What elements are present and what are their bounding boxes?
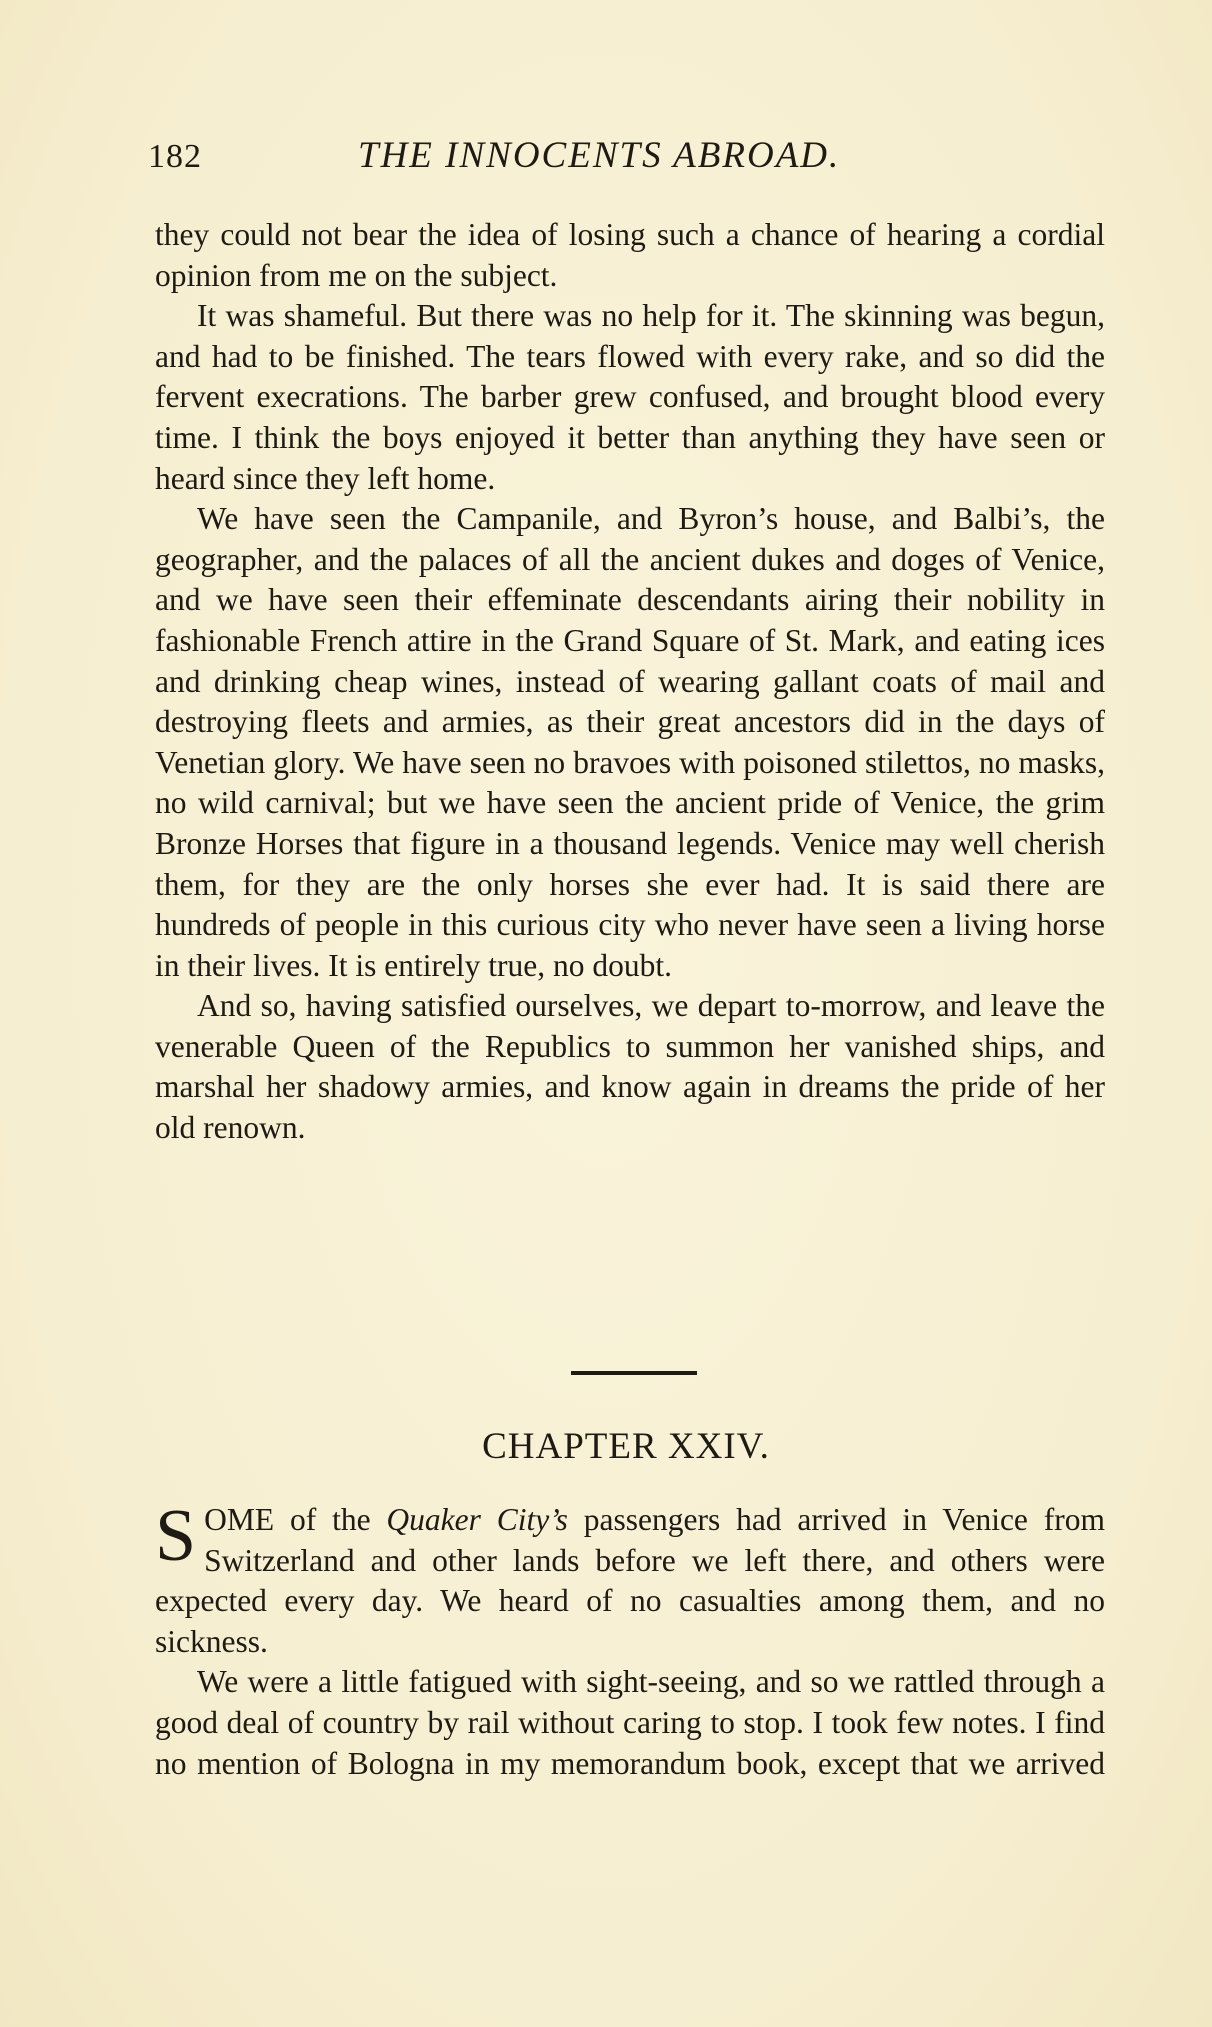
drop-cap: S [155,1495,197,1577]
paragraph: We have seen the Campanile, and Byron’s house, and Balbi’s, the geographer, and the palaces of all the ancient dukes and doges of Venice, and we have seen their effeminate descendants airing their nobility in fashionable French attire in the Grand Square of St. Mark, and eating ices and drinking cheap wines, instead of wearing gallant coats of mail and destroying fleets and armies, as their great ancestors did in the days of Venetian glory. We have seen no bravoes with poisoned stilettos, no masks, no wild carnival; but we have seen the ancient pride of Venice, the grim Bronze Horses that figure in a thousand legends. Venice may well cherish them, for they are the only horses she ever had. It is said there are hundreds of people in this curious city who never have seen a living horse in their lives. It is entirely true, no doubt. [155,501,1105,983]
paragraph-lead: OME of the [204,1502,387,1537]
page-header [148,128,1103,188]
paragraph: And so, having satisfied ourselves, we depart to-morrow, and leave the venerable Queen of the Republics to summon her vanished ships, and marshal her shadowy armies, and know again in dreams the pride of her old renown. [155,988,1105,1146]
section-divider [571,1371,697,1375]
paragraph: It was shameful. But there was no help for it. The skinning was begun, and had to be finished. The tears flowed with every rake, and so did the fervent execrations. The barber grew confused, and brought blood every time. I think the boys enjoyed it better than anything they have seen or heard since they left home. [155,298,1105,496]
paragraph: We were a little fatigued with sight-seeing, and so we rattled through a good deal of country by rail without caring to stop. I took few notes. I find no mention of Bologna in my memorandum book, except that we arrived [155,1664,1105,1781]
chapter-opening-paragraph [155,1495,1105,1662]
running-title: THE INNOCENTS ABROAD. [358,135,841,176]
ship-name: Quaker City’s [386,1502,568,1537]
paragraph-continued: they could not bear the idea of losing such a chance of hearing a cordial opinion from me on the subject. [155,217,1105,293]
page-number: 182 [148,138,202,175]
paragraph-rest: passengers had arrived in Venice from Switzerland and other lands before we left there, and others were expected every day. We heard of no casualties among them, and no sickness. [155,1502,1105,1659]
body-text [155,215,1105,1149]
chapter-text [155,1495,1105,1784]
chapter-heading: CHAPTER XXIV. [482,1426,770,1467]
